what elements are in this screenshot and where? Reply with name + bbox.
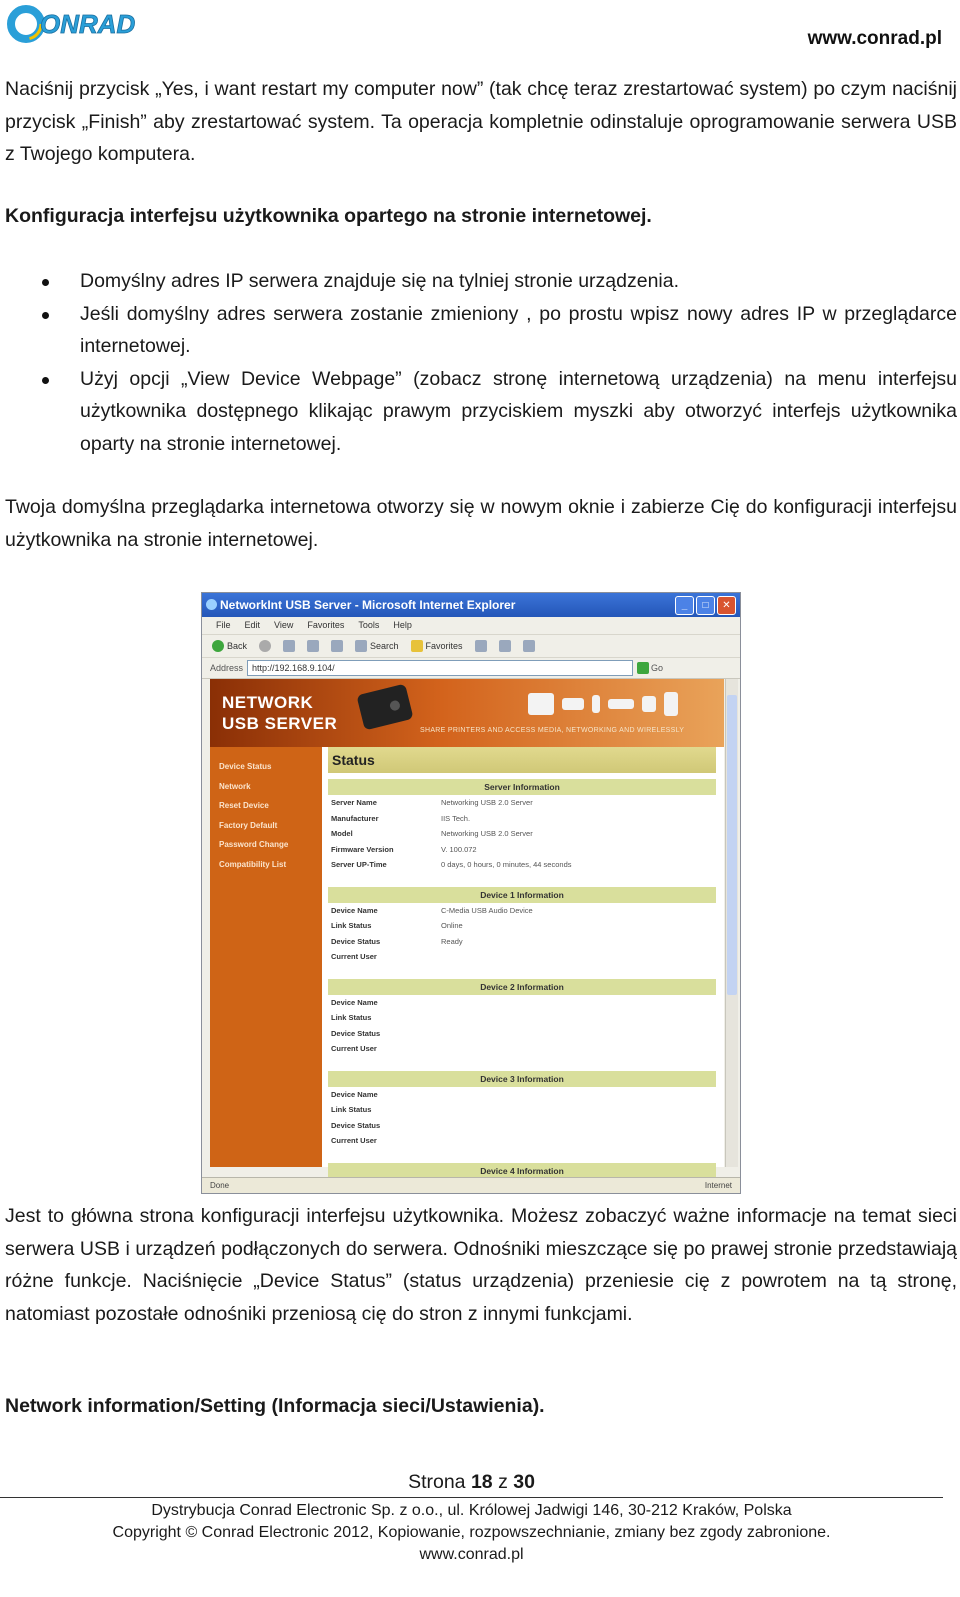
footer-distribution: Dystrybucja Conrad Electronic Sp. z o.o., ul. Królowej Jadwigi 146, 30-212 Kraków, Polska <box>151 1502 792 1519</box>
main-page-paragraph: Jest to główna strona konfiguracji interfejsu użytkownika. Możesz zobaczyć ważne informacje na temat sieci serwera USB i urządzeń podłączonych do serwera. Odnośniki mieszczące się po prawej stronie przedstawiają różne funkcje. Naciśnięcie „Device Status” (status urządzenia) przeniesie cię z powrotem na tą stronę, natomiast pozostałe odnośniki przeniosą cię do stron z innymi funkcjami. <box>5 1205 957 1325</box>
drive-icon <box>592 695 600 713</box>
list-item: Domyślny adres IP serwera znajduje się na tylniej stronie urządzenia. <box>40 265 957 298</box>
server-info-header: Server Information <box>328 779 716 795</box>
stop-button[interactable] <box>283 640 295 652</box>
section-heading-network: Network information/Setting (Informacja sieci/Ustawienia). <box>5 1395 545 1417</box>
forward-arrow-icon <box>259 640 271 652</box>
banner-brand: NETWORK USB SERVER <box>222 693 338 733</box>
footer-divider <box>0 1497 943 1498</box>
maximize-icon[interactable]: □ <box>696 596 715 615</box>
print-button[interactable] <box>523 640 535 652</box>
window-controls <box>675 596 736 615</box>
go-arrow-icon <box>637 662 649 674</box>
table-row: Device Name C-Media USB Audio Device <box>331 905 533 915</box>
table-row: Device Status Ready <box>331 936 463 946</box>
page-number: Strona 18 z 30 <box>408 1471 535 1493</box>
nav-device-status[interactable]: Device Status <box>219 762 272 771</box>
menu-favorites[interactable]: Favorites <box>307 620 345 630</box>
table-row: Device Name <box>331 1089 378 1099</box>
table-row: Device Name <box>331 997 378 1007</box>
bullet-icon <box>42 279 49 286</box>
nav-compatibility-list[interactable]: Compatibility List <box>219 859 287 869</box>
list-item: Użyj opcji „View Device Webpage” (zobacz stronę internetową urządzenia) na menu interfejsu użytkownika dostępnego klikając prawym przyciskiem myszki aby otworzyć interfejs użytkownika oparty na stronie internetowej. <box>40 363 957 461</box>
status-zone: Internet <box>704 1181 732 1190</box>
table-row: Link Status Online <box>331 921 463 930</box>
camera-icon <box>642 696 656 712</box>
mail-icon <box>499 640 511 652</box>
home-button[interactable] <box>331 640 343 652</box>
star-icon <box>411 640 423 652</box>
status-title: Status <box>328 747 716 773</box>
address-label: Address <box>210 663 244 673</box>
refresh-button[interactable] <box>307 640 319 652</box>
browser-menubar <box>202 617 740 635</box>
forward-button[interactable] <box>259 640 271 652</box>
speaker-icon <box>664 692 678 716</box>
table-row: Current User <box>331 1136 377 1145</box>
minimize-icon[interactable]: _ <box>675 596 694 615</box>
table-row: Device Status <box>331 1120 381 1130</box>
close-icon[interactable]: ✕ <box>717 596 736 615</box>
menu-help[interactable]: Help <box>393 620 412 630</box>
browser-screenshot <box>201 592 741 1194</box>
address-bar <box>202 658 740 679</box>
address-input[interactable]: http://192.168.9.104/ <box>247 660 633 676</box>
nav-password-change[interactable]: Password Change <box>219 840 289 849</box>
browser-open-paragraph: Twoja domyślna przeglądarka internetowa otworzy się w nowym oknie i zabierze Cię do konfiguracji interfejsu użytkownika na stronie internetowej. <box>5 496 957 551</box>
media-button[interactable] <box>475 640 487 652</box>
header-site-url[interactable]: www.conrad.pl <box>807 28 942 49</box>
refresh-icon <box>307 640 319 652</box>
back-arrow-icon <box>212 640 224 652</box>
table-row: Device Status <box>331 1028 381 1038</box>
table-row: Server Name Networking USB 2.0 Server <box>331 798 533 807</box>
status-done: Done <box>210 1181 230 1190</box>
nav-network[interactable]: Network <box>219 781 251 791</box>
nav-reset-device[interactable]: Reset Device <box>219 801 269 810</box>
table-row: Model Networking USB 2.0 Server <box>331 829 533 838</box>
list-item: Jeśli domyślny adres serwera zostanie zmieniony , po prostu wpisz nowy adres IP w przeglądarce internetowej. <box>40 298 957 363</box>
svg-text:ONRAD: ONRAD <box>40 9 136 39</box>
usb-server-banner <box>210 679 724 747</box>
window-title: NetworkInt USB Server - Microsoft Internet Explorer <box>220 598 516 612</box>
browser-toolbar <box>202 635 740 658</box>
media-icon <box>475 640 487 652</box>
bullet-icon <box>42 312 49 319</box>
table-row: Current User <box>331 952 377 961</box>
table-row: Firmware Version V. 100.072 <box>331 844 477 854</box>
menu-file[interactable]: File <box>216 620 231 630</box>
device-4-header: Device 4 Information <box>328 1163 716 1179</box>
usb-server-device-image <box>356 683 413 730</box>
scrollbar[interactable] <box>725 679 738 1167</box>
menu-view[interactable]: View <box>274 620 294 630</box>
scanner-icon <box>562 698 584 710</box>
device-1-header: Device 1 Information <box>328 887 716 903</box>
search-icon <box>355 640 367 652</box>
bullet-icon <box>42 377 49 384</box>
table-row: Manufacturer IIS Tech. <box>331 813 471 823</box>
stop-icon <box>283 640 295 652</box>
footer-copyright: Copyright © Conrad Electronic 2012, Kopiowanie, rozpowszechnianie, zmiany bez zgody zabronione. <box>112 1524 831 1541</box>
back-button[interactable]: Back <box>212 640 247 652</box>
intro-paragraph: Naciśnij przycisk „Yes, i want restart my computer now” (tak chcę teraz zrestartować system) po czym naciśnij przycisk „Finish” aby zrestartować system. Ta operacja kompletnie odinstaluje oprogramowanie serwera USB z Twojego komputera. <box>5 78 957 165</box>
printer-icon <box>528 693 554 715</box>
home-icon <box>331 640 343 652</box>
menu-edit[interactable]: Edit <box>244 620 261 630</box>
footer-site-url[interactable]: www.conrad.pl <box>419 1546 524 1563</box>
nav-factory-default[interactable]: Factory Default <box>219 820 278 830</box>
go-button[interactable]: Go <box>637 662 663 674</box>
favorites-button[interactable]: Favorites <box>411 640 463 652</box>
web-page-content <box>210 679 724 1176</box>
banner-tagline: SHARE PRINTERS AND ACCESS MEDIA, NETWORKING AND WIRELESSLY <box>420 727 685 734</box>
bullet-list <box>40 265 957 460</box>
table-row: Current User <box>331 1044 377 1053</box>
mail-button[interactable] <box>499 640 511 652</box>
internet-explorer-icon <box>206 599 217 610</box>
device-2-header: Device 2 Information <box>328 979 716 995</box>
scanner-icon <box>608 699 634 709</box>
print-icon <box>523 640 535 652</box>
browser-statusbar <box>202 1177 740 1193</box>
search-button[interactable]: Search <box>355 640 399 652</box>
table-row: Link Status <box>331 1013 372 1022</box>
table-row: Link Status <box>331 1105 372 1114</box>
status-pane <box>328 747 716 1176</box>
device-3-header: Device 3 Information <box>328 1071 716 1087</box>
conrad-logo <box>6 2 166 46</box>
scrollbar-thumb[interactable] <box>727 695 737 995</box>
section-heading-web-ui: Konfiguracja interfejsu użytkownika opartego na stronie internetowej. <box>5 205 652 227</box>
peripherals-image <box>528 689 718 719</box>
table-row: Server UP-Time 0 days, 0 hours, 0 minutes, 44 seconds <box>331 860 572 869</box>
side-navigation <box>210 747 322 1167</box>
menu-tools[interactable]: Tools <box>358 620 380 630</box>
browser-titlebar <box>202 593 740 617</box>
